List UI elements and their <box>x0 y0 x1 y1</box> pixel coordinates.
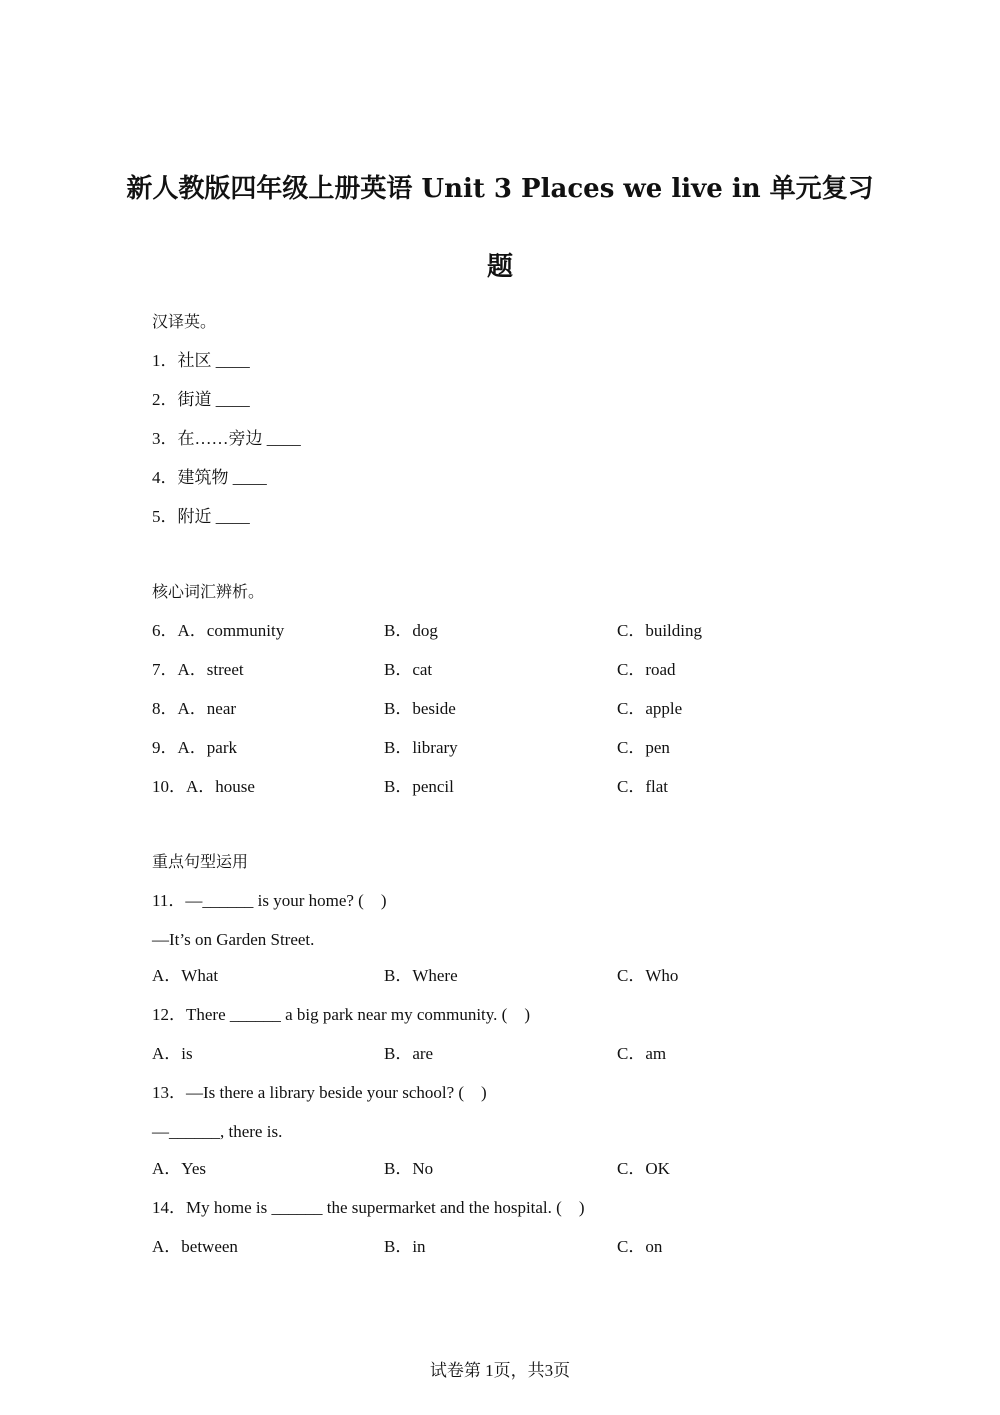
q9-option-a: 9．A．park <box>152 738 237 757</box>
q8-option-a: 8．A．near <box>152 699 237 718</box>
q9-option-c: C．pen <box>617 738 670 757</box>
document-title-line-2: 题 <box>486 252 513 282</box>
q13-stem: 13．—Is there a library beside your school? ( ) <box>152 1083 487 1102</box>
page-footer: 试卷第 1页，共3页 <box>429 1361 571 1380</box>
q13-option-c: C．OK <box>617 1159 670 1178</box>
section-heading-translate: 汉译英。 <box>152 312 217 331</box>
q14-option-c: C．on <box>617 1237 663 1256</box>
q8-option-b: B．beside <box>384 699 456 718</box>
section-heading-vocabulary: 核心词汇辨析。 <box>152 582 265 601</box>
q10-option-c: C．flat <box>617 777 668 796</box>
q12-option-b: B．are <box>384 1044 434 1063</box>
q11-option-b: B．Where <box>384 966 458 985</box>
q7-option-b: B．cat <box>384 660 433 679</box>
q6-option-c: C．building <box>617 621 703 640</box>
q13-answer-line: —______, there is. <box>152 1122 283 1141</box>
q11-option-a: A．What <box>152 966 219 985</box>
translate-item-4: 4．建筑物 ____ <box>152 468 267 487</box>
document-title-line-1: 新人教版四年级上册英语 Unit 3 Places we live in 单元复习 <box>126 174 874 204</box>
q14-option-b: B．in <box>384 1237 426 1256</box>
q13-option-a: A．Yes <box>152 1159 207 1178</box>
translate-item-5: 5．附近 ____ <box>152 507 250 526</box>
q7-option-a: 7．A．street <box>152 660 244 679</box>
q12-option-c: C．am <box>617 1044 667 1063</box>
q11-stem: 11．—______ is your home? ( ) <box>152 891 387 910</box>
q8-option-c: C．apple <box>617 699 683 718</box>
q7-option-c: C．road <box>617 660 676 679</box>
translate-item-1: 1．社区 ____ <box>152 351 250 370</box>
translate-item-3: 3．在……旁边 ____ <box>152 429 301 448</box>
q10-option-a: 10．A．house <box>152 777 255 796</box>
q10-option-b: B．pencil <box>384 777 454 796</box>
q12-stem: 12．There ______ a big park near my community. ( ) <box>152 1005 530 1024</box>
q14-stem: 14．My home is ______ the supermarket and the hospital. ( ) <box>152 1198 585 1217</box>
q6-option-a: 6．A．community <box>152 621 285 640</box>
translate-item-2: 2．街道 ____ <box>152 390 250 409</box>
q9-option-b: B．library <box>384 738 458 757</box>
q6-option-b: B．dog <box>384 621 438 640</box>
q14-option-a: A．between <box>152 1237 238 1256</box>
q12-option-a: A．is <box>152 1044 193 1063</box>
q11-option-c: C．Who <box>617 966 679 985</box>
section-heading-sentences: 重点句型运用 <box>152 852 249 871</box>
q11-answer-line: —It’s on Garden Street. <box>152 930 315 949</box>
q13-option-b: B．No <box>384 1159 434 1178</box>
